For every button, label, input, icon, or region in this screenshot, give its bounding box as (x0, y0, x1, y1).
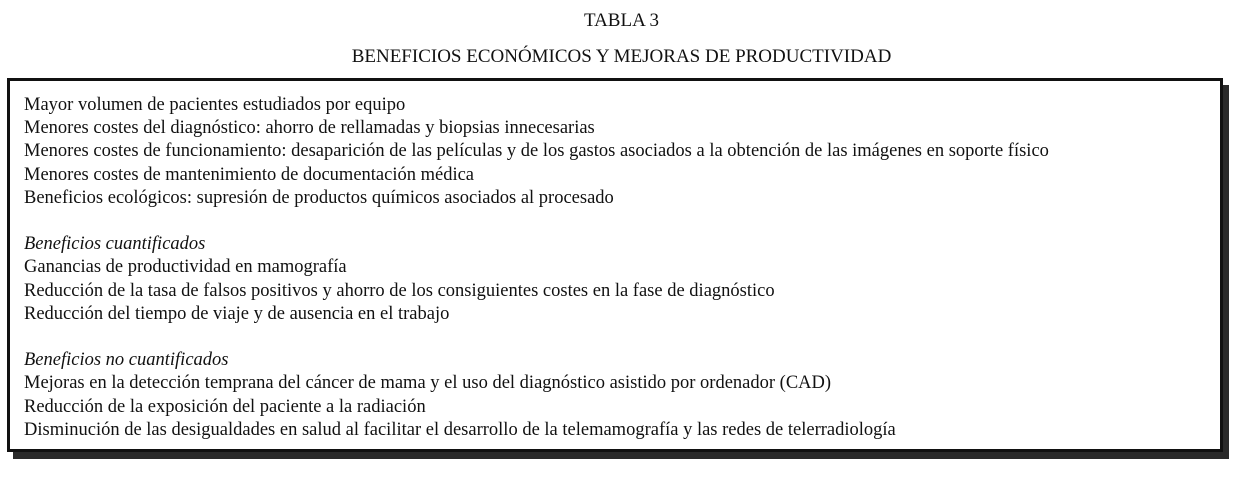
list-item: Mayor volumen de pacientes estudiados por equipo (24, 95, 406, 115)
table-number: TABLA 3 (583, 10, 659, 31)
list-item: Menores costes de mantenimiento de documentación médica (24, 164, 475, 185)
table-box (7, 78, 1223, 452)
table-title: BENEFICIOS ECONÓMICOS Y MEJORAS DE PRODUCTIVIDAD (351, 46, 892, 67)
list-item: Reducción de la tasa de falsos positivos y ahorro de los consiguientes costes en la fase de diagnóstico (24, 280, 775, 301)
table-body (24, 94, 1049, 442)
list-item: Reducción del tiempo de viaje y de ausencia en el trabajo (24, 303, 450, 324)
list-item: Beneficios ecológicos: supresión de productos químicos asociados al procesado (24, 187, 614, 208)
list-item: Mejoras en la detección temprana del cáncer de mama y el uso del diagnóstico asistido por ordenador (CAD) (24, 373, 832, 394)
list-item: Menores costes de funcionamiento: desaparición de las películas y de los gastos asociados a la obtención de las imágenes en soporte físico (24, 141, 1049, 162)
list-item: Disminución de las desigualdades en salud al facilitar el desarrollo de la telemamografía y las redes de telerradiología (24, 419, 896, 440)
list-item: Menores costes del diagnóstico: ahorro de rellamadas y biopsias innecesarias (24, 118, 595, 139)
list-item: Reducción de la exposición del paciente a la radiación (24, 396, 426, 417)
general-benefits-list (24, 94, 1049, 210)
quantified-benefits-section (24, 233, 1049, 326)
section-heading: Beneficios no cuantificados (24, 350, 229, 371)
unquantified-benefits-section (24, 349, 1049, 442)
list-item: Ganancias de productividad en mamografía (24, 257, 347, 278)
section-heading: Beneficios cuantificados (24, 234, 206, 255)
